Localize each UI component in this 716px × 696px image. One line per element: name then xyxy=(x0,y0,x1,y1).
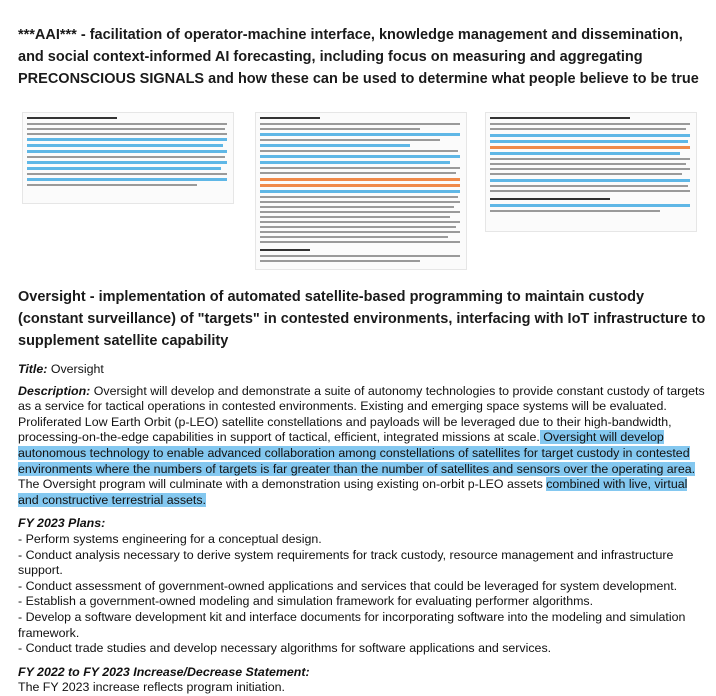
statement-heading: FY 2022 to FY 2023 Increase/Decrease Statement: xyxy=(18,664,310,679)
document-thumbnail-aai-plans xyxy=(255,112,467,270)
document-thumbnail-aai-accomplishments xyxy=(485,112,697,232)
plan-item: - Conduct analysis necessary to derive system requirements for track custody, resource management and infrastructure support. xyxy=(18,547,674,578)
plan-item: - Develop a software development kit and interface documents for incorporating software into the modeling and simulation framework. xyxy=(18,609,686,640)
doc-title xyxy=(18,362,708,378)
plan-item: - Establish a government-owned modeling and simulation framework for evaluating performer algorithms. xyxy=(18,594,594,609)
description-highlight-1: Oversight will develop autonomous technology to enable advanced collaboration among constellations of satellites for target custody in contested environments where the numbers of targets is far greater than the number of satellites and sensors over the operating area. xyxy=(18,430,696,476)
statement-text: The FY 2023 increase reflects program initiation. xyxy=(18,680,285,695)
description-text-2: The Oversight program will culminate with a demonstration using existing on-orbit p-LEO assets xyxy=(18,477,547,492)
plan-item: - Conduct assessment of government-owned applications and services that could be leveraged for system development. xyxy=(18,578,678,593)
plan-item: - Perform systems engineering for a conceptual design. xyxy=(18,531,322,546)
title-value: Oversight xyxy=(47,362,104,376)
plan-item: - Conduct trade studies and develop necessary algorithms for software applications and services. xyxy=(18,641,552,656)
section-heading-aai: ***AAI*** - facilitation of operator-machine interface, knowledge management and dissemination, and social context-informed AI forecasting, including focus on measuring and aggregating PRECONSCIOUS SIGNALS and how these can be used to determine what people believe to be true xyxy=(18,27,699,87)
document-excerpt-oversight xyxy=(18,362,708,696)
section-heading-oversight: Oversight - implementation of automated satellite-based programming to maintain custody (constant surveillance) of "targets" in contested environments, interfacing with IoT infrastructure to supplement satellite capability xyxy=(18,289,706,349)
description-label: Description: xyxy=(18,383,91,398)
description-text: Oversight will develop and demonstrate a suite of autonomy technologies to provide constant custody of targets as a service for tactical operations in contested environments. Existing and emerging space systems will be evaluated. Proliferated Low Earth Orbit (p-LEO) satellite constellations and payloads will be leveraged due to their high-bandwidth, processing-on-the-edge capabilities in support of tactical, efficient, integrated missions at scale. xyxy=(18,383,705,445)
plans-heading: FY 2023 Plans: xyxy=(18,516,106,531)
description-highlight-2: combined with live, virtual and constructive terrestrial assets. xyxy=(18,477,688,507)
plans-list xyxy=(18,532,708,657)
document-thumbnail-aai-description xyxy=(22,112,234,204)
thumb-line xyxy=(27,117,117,119)
doc-description xyxy=(18,384,708,509)
title-label: Title: xyxy=(18,362,48,376)
